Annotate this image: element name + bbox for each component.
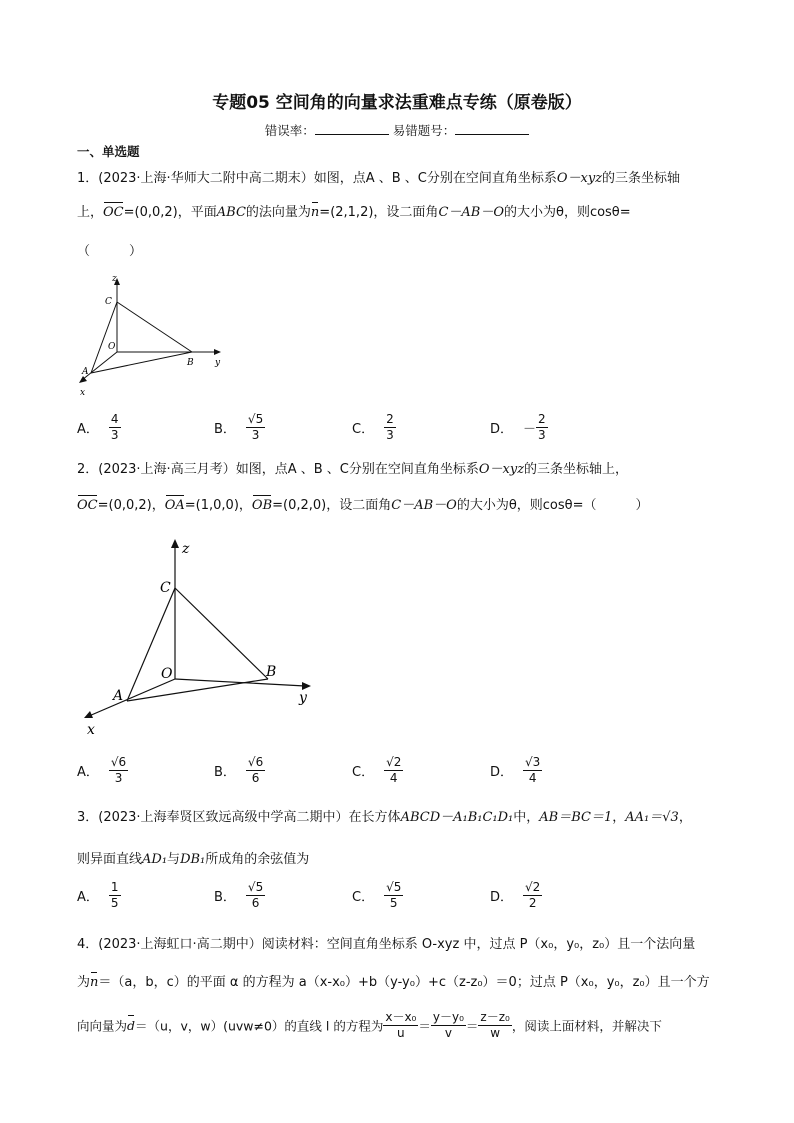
q2-y-arrow — [302, 682, 311, 690]
denominator: u — [397, 1026, 405, 1040]
denominator: 3 — [538, 428, 546, 442]
vector-ob: OB — [251, 498, 273, 513]
q3-condition-ab-bc: AB＝BC＝1 — [539, 810, 613, 825]
option-label: A． — [77, 422, 99, 437]
option-fraction — [246, 755, 265, 786]
page-title: 专题05 空间角的向量求法重难点专练（原卷版） — [212, 93, 582, 113]
q2-stem-tail: 的三条坐标轴上， — [524, 462, 629, 477]
q1-line1 — [77, 167, 680, 186]
q3-text: ， — [678, 810, 692, 825]
numerator: 2 — [386, 412, 394, 426]
option-label: B． — [214, 422, 236, 437]
q4-text: 向向量为 — [77, 1018, 128, 1034]
q3-line2 — [77, 848, 309, 867]
line-eq-fraction-y — [431, 1010, 466, 1041]
numerator: x－x₀ — [385, 1010, 417, 1024]
q2-y-axis — [175, 679, 305, 686]
option-label: B． — [214, 765, 236, 780]
numerator: √3 — [525, 755, 541, 769]
q1-line2 — [77, 201, 631, 220]
option-label: C． — [352, 890, 375, 905]
q3-line1 — [77, 806, 692, 825]
option-label: A． — [77, 890, 99, 905]
q2-label-a: A — [113, 688, 124, 704]
numerator: √2 — [525, 880, 541, 894]
q2-label-o: O — [161, 666, 173, 682]
option-label: C． — [352, 765, 375, 780]
line-eq-fraction-x — [383, 1010, 418, 1041]
q1-text: 的大小为θ，则cosθ= — [503, 205, 631, 220]
line-db1: DB₁ — [180, 852, 206, 867]
q4-text: 为 — [77, 975, 91, 990]
line-ad1: AD₁ — [142, 852, 168, 867]
denominator: 4 — [389, 771, 398, 785]
q2-figure — [75, 536, 325, 736]
normal-vector-n: n — [310, 205, 320, 220]
wrong-items-label: 易错题号： — [392, 123, 456, 138]
numerator: 4 — [110, 412, 119, 426]
q3-text: 所成角的余弦值为 — [205, 852, 310, 867]
q2-option-b[interactable] — [214, 755, 265, 786]
numerator: √5 — [386, 880, 402, 894]
error-rate-label: 错误率： — [264, 123, 315, 138]
q2-label-x: x — [87, 722, 95, 736]
q4-line3 — [77, 1010, 662, 1041]
denominator: 3 — [386, 428, 394, 442]
dihedral-angle: C－AB－O — [438, 205, 504, 220]
q1-label-c: C — [105, 297, 112, 307]
q3-stem: 3．(2023·上海奉贤区致远高级中学高二期中）在长方体 — [77, 810, 401, 825]
q4-line2 — [77, 971, 710, 990]
denominator: 2 — [528, 896, 537, 910]
q2-x-axis — [89, 679, 175, 716]
denominator: 5 — [110, 896, 119, 910]
vector-oc: OC — [103, 205, 124, 220]
numerator: √6 — [247, 755, 264, 769]
numerator: √5 — [247, 880, 264, 894]
equals-sign: ＝ — [418, 1018, 431, 1034]
numerator: z－z₀ — [480, 1010, 510, 1024]
q4-line1: 4．(2023·上海虹口·高二期中）阅读材料：空间直角坐标系 O-xyz 中，过点 P（x₀，y₀，z₀）且一个法向量 — [77, 937, 696, 952]
option-label: D． — [490, 422, 514, 437]
option-label: D． — [490, 890, 514, 905]
option-fraction — [536, 412, 548, 443]
q3-text: ， — [612, 810, 626, 825]
q2-option-d[interactable] — [490, 755, 542, 786]
option-fraction — [384, 880, 403, 911]
q1-text: 上， — [77, 205, 104, 220]
option-sign: － — [523, 422, 537, 437]
q2-label-z: z — [182, 541, 190, 557]
q3-option-b[interactable] — [214, 880, 265, 911]
denominator: 4 — [528, 771, 537, 785]
q2-line2 — [77, 494, 649, 513]
q4-text: ＝（u，v，w）(uvw≠0）的直线 l 的方程为 — [135, 1018, 384, 1034]
option-fraction — [109, 412, 121, 443]
q1-text: ，设二面角 — [373, 205, 439, 220]
q2-option-a[interactable] — [77, 755, 128, 786]
option-fraction — [523, 755, 542, 786]
q1-label-o: O — [108, 342, 116, 352]
normal-vector-value: =(2,1,2) — [319, 205, 374, 220]
direction-vector-d: d — [127, 1018, 136, 1033]
q1-label-y: y — [215, 358, 221, 368]
q1-stem: 1．(2023·上海·华师大二附中高二期末）如图，点A 、B 、C分别在空间直角坐标系 — [77, 171, 557, 186]
q1-answer-paren: （ ） — [77, 244, 143, 259]
q4-text: ，阅读上面材料，并解决下 — [511, 1018, 662, 1034]
q1-stem-tail: 的三条坐标轴 — [602, 171, 681, 186]
q2-text: 设二面角 — [339, 498, 392, 513]
q3-text: 则异面直线 — [77, 852, 143, 867]
option-label: B． — [214, 890, 236, 905]
q3-condition-aa1: AA₁＝√3 — [625, 810, 679, 825]
q2-stem: 2．(2023·上海·高三月考）如图，点A 、B 、C分别在空间直角坐标系 — [77, 462, 479, 477]
error-rate-blank — [315, 123, 389, 135]
vector-oc: OC — [77, 498, 98, 513]
section-heading: 一、单选题 — [77, 144, 140, 159]
option-fraction — [523, 880, 542, 911]
numerator: 2 — [538, 412, 546, 426]
line-eq-fraction-z — [478, 1010, 511, 1041]
q2-edge-cb — [175, 588, 268, 679]
score-line — [0, 121, 794, 139]
denominator: w — [490, 1026, 501, 1040]
q2-edge-ca — [127, 588, 175, 701]
q2-option-c[interactable] — [352, 755, 403, 786]
denominator: 6 — [251, 896, 260, 910]
q1-figure — [72, 268, 232, 400]
denominator: v — [444, 1026, 452, 1040]
vector-oa-value: =(1,0,0)， — [184, 498, 252, 513]
q3-text: 中， — [513, 810, 540, 825]
option-label: D． — [490, 765, 514, 780]
q1-option-b[interactable] — [214, 412, 265, 443]
q2-text: 的大小为θ，则cosθ=（ ） — [456, 498, 649, 513]
vector-ob-value: =(0,2,0)， — [272, 498, 340, 513]
numerator: √2 — [386, 755, 402, 769]
q3-option-a[interactable] — [77, 880, 121, 911]
option-fraction — [384, 412, 396, 443]
denominator: 6 — [251, 771, 260, 785]
option-label: C． — [352, 422, 375, 437]
dihedral-angle: C－AB－O — [391, 498, 457, 513]
equals-sign: ＝ — [465, 1018, 479, 1034]
q1-y-arrow — [214, 349, 221, 355]
option-fraction — [384, 755, 403, 786]
q1-label-z: z — [112, 274, 117, 284]
option-fraction — [246, 412, 265, 443]
option-fraction — [109, 755, 128, 786]
option-label: A． — [77, 765, 99, 780]
q3-cuboid: ABCD－A₁B₁C₁D₁ — [400, 810, 514, 825]
q1-text: 的法向量为 — [245, 205, 311, 220]
q1-label-a: A — [82, 367, 89, 377]
vector-oc-value: =(0,0,2) — [123, 205, 178, 220]
q3-option-c[interactable] — [352, 880, 403, 911]
q2-coord-system: O－xyz — [478, 462, 525, 477]
q2-label-y: y — [299, 690, 307, 706]
q3-option-d[interactable] — [490, 880, 542, 911]
option-fraction — [109, 880, 121, 911]
q1-coord-system: O－xyz — [556, 171, 603, 186]
vector-oa: OA — [164, 498, 185, 513]
numerator: y－y₀ — [432, 1010, 464, 1024]
normal-vector-n: n — [90, 975, 99, 990]
option-fraction — [246, 880, 265, 911]
q1-label-b: B — [187, 358, 194, 368]
denominator: 5 — [389, 896, 398, 910]
numerator: 1 — [110, 880, 119, 894]
numerator: √5 — [247, 412, 264, 426]
q4-text: ＝（a，b，c）的平面 α 的方程为 a（x-x₀）+b（y-y₀）+c（z-z₀）＝0；过点 P（x₀，y₀，z₀）且一个方 — [98, 975, 710, 990]
q1-option-a[interactable] — [77, 412, 121, 443]
q2-line1 — [77, 458, 628, 477]
denominator: 3 — [114, 771, 123, 785]
q1-text: ，平面 — [177, 205, 217, 220]
q1-option-c[interactable] — [352, 412, 396, 443]
denominator: 3 — [110, 428, 119, 442]
plane-abc: ABC — [216, 205, 246, 220]
numerator: √6 — [110, 755, 127, 769]
q2-label-b: B — [266, 664, 277, 680]
vector-oc-value: =(0,0,2)， — [97, 498, 165, 513]
denominator: 3 — [251, 428, 260, 442]
q1-edge-cb — [117, 302, 192, 352]
q1-edge-ab — [91, 352, 192, 373]
q3-text: 与 — [167, 852, 181, 867]
q2-label-c: C — [160, 580, 171, 596]
q1-label-x: x — [80, 388, 86, 398]
q1-option-d[interactable] — [490, 412, 548, 443]
q2-z-arrow — [171, 539, 179, 548]
wrong-items-blank — [455, 123, 529, 135]
